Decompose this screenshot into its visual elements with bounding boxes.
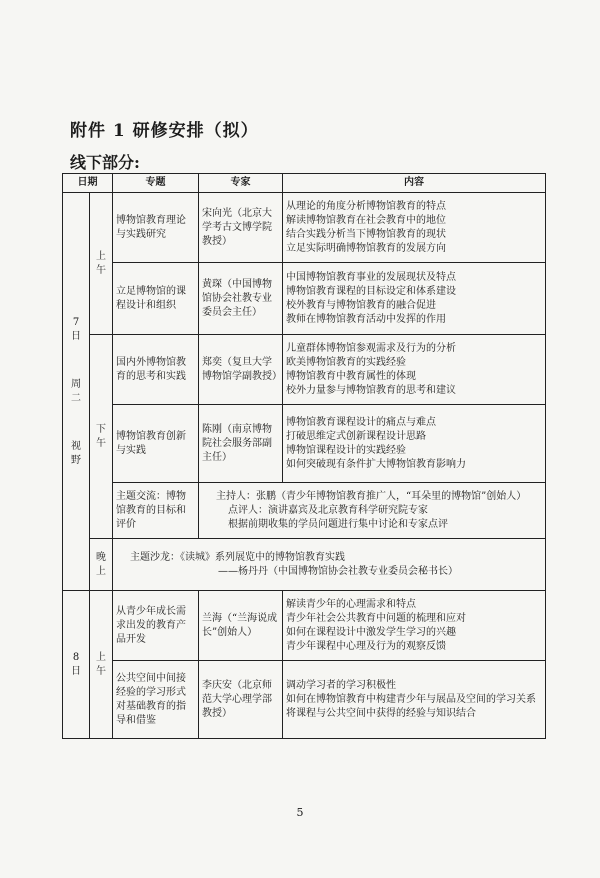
table-row <box>63 539 546 591</box>
theme-char-2: 野 <box>71 454 81 466</box>
theme-char-1: 视 <box>71 440 81 452</box>
content-line: 调动学习者的学习积极性 <box>286 679 396 691</box>
table-row <box>63 591 546 661</box>
page-heading: 附件 1 研修安排（拟） <box>70 121 259 141</box>
expert-cell: 宋向光（北京大学考古文博学院教授） <box>199 193 283 263</box>
reviewer-line: 点评人：演讲嘉宾及北京教育科学研究院专家 <box>228 504 428 516</box>
content-line: 结合实践分析当下博物馆教育的现状 <box>286 228 446 240</box>
weekday-char-1: 周 <box>71 378 81 390</box>
content-line: 如何在课程设计中激发学生学习的兴趣 <box>286 626 456 638</box>
expert-cell: 郑奕（复旦大学博物馆学副教授） <box>199 335 283 405</box>
content-line: 立足实际明确博物馆教育的发展方向 <box>286 242 446 254</box>
content-line: 解读青少年的心理需求和特点 <box>286 598 416 610</box>
discussion-line: 根据前期收集的学员问题进行集中讨论和专家点评 <box>228 518 448 530</box>
content-line: 博物馆教育课程的目标设定和体系建设 <box>286 285 456 297</box>
header-expert: 专家 <box>199 174 283 193</box>
period-am: 上午 <box>90 193 113 335</box>
content-cell <box>283 263 546 335</box>
exchange-content-cell <box>199 483 546 539</box>
day-unit: 日 <box>71 665 81 677</box>
day-cell-7 <box>63 193 90 591</box>
topic-cell: 从青少年成长需求出发的教育产品开发 <box>113 591 199 661</box>
content-line: 从理论的角度分析博物馆教育的特点 <box>286 200 446 212</box>
content-cell <box>283 193 546 263</box>
content-line: 教师在博物馆教育活动中发挥的作用 <box>286 313 446 325</box>
content-line: 解读博物馆教育在社会教育中的地位 <box>286 214 446 226</box>
day-number: 8 <box>72 651 80 663</box>
topic-cell: 立足博物馆的课程设计和组织 <box>113 263 199 335</box>
page-number: 5 <box>296 806 304 819</box>
expert-cell: 兰海（“兰海说成长”创始人） <box>199 591 283 661</box>
period-am-day2: 上午 <box>90 591 113 739</box>
salon-speaker: ——杨丹丹（中国博物馆协会社教专业委员会秘书长） <box>218 565 458 577</box>
content-line: 博物馆教育中教育属性的体现 <box>286 370 416 382</box>
content-cell <box>283 335 546 405</box>
host-line: 主持人：张鹏（青少年博物馆教育推广人，“耳朵里的博物馆”创始人） <box>216 490 527 502</box>
content-cell <box>283 591 546 661</box>
table-row <box>63 661 546 739</box>
period-pm: 下午 <box>90 335 113 539</box>
schedule-table <box>62 173 546 739</box>
content-line: 校外力量参与博物馆教育的思考和建议 <box>286 384 456 396</box>
content-line: 如何在博物馆教育中构建青少年与展品及空间的学习关系 <box>286 693 536 705</box>
content-line: 博物馆教育课程设计的痛点与难点 <box>286 416 436 428</box>
section-subheading: 线下部分: <box>70 153 140 172</box>
expert-cell: 李庆安（北京师范大学心理学部教授） <box>199 661 283 739</box>
topic-cell: 公共空间中间接经验的学习形式对基础教育的指导和借鉴 <box>113 661 199 739</box>
day-number: 7 <box>72 316 80 328</box>
header-date: 日期 <box>63 174 113 193</box>
topic-cell: 博物馆教育理论与实践研究 <box>113 193 199 263</box>
table-header-row <box>63 174 546 193</box>
content-line: 青少年课程中心理及行为的观察反馈 <box>286 640 446 652</box>
period-evening: 晚上 <box>90 539 113 591</box>
table-row <box>63 483 546 539</box>
table-row <box>63 193 546 263</box>
topic-cell: 国内外博物馆教育的思考和实践 <box>113 335 199 405</box>
weekday-char-2: 二 <box>71 392 81 404</box>
table-row <box>63 405 546 483</box>
topic-cell: 主题交流：博物馆教育的目标和评价 <box>113 483 199 539</box>
content-line: 如何突破现有条件扩大博物馆教育影响力 <box>286 458 466 470</box>
content-cell <box>283 405 546 483</box>
content-line: 打破思维定式创新课程设计思路 <box>286 430 426 442</box>
content-line: 博物馆课程设计的实践经验 <box>286 444 406 456</box>
salon-content-cell <box>113 539 546 591</box>
header-topic: 专题 <box>113 174 199 193</box>
expert-cell: 陈刚（南京博物院社会服务部副主任） <box>199 405 283 483</box>
day-unit: 日 <box>71 330 81 342</box>
table-row <box>63 263 546 335</box>
salon-title: 主题沙龙：《读城》系列展览中的博物馆教育实践 <box>130 551 345 563</box>
content-line: 欧美博物馆教育的实践经验 <box>286 356 406 368</box>
content-line: 青少年社会公共教育中问题的梳理和应对 <box>286 612 466 624</box>
table-row <box>63 335 546 405</box>
content-line: 将课程与公共空间中获得的经验与知识结合 <box>286 707 476 719</box>
day-cell-8 <box>63 591 90 739</box>
header-content: 内容 <box>283 174 546 193</box>
content-cell <box>283 661 546 739</box>
content-line: 校外教育与博物馆教育的融合促进 <box>286 299 436 311</box>
expert-cell: 黄琛（中国博物馆协会社教专业委员会主任） <box>199 263 283 335</box>
topic-cell: 博物馆教育创新与实践 <box>113 405 199 483</box>
content-line: 中国博物馆教育事业的发展现状及特点 <box>286 271 456 283</box>
content-line: 儿童群体博物馆参观需求及行为的分析 <box>286 342 456 354</box>
